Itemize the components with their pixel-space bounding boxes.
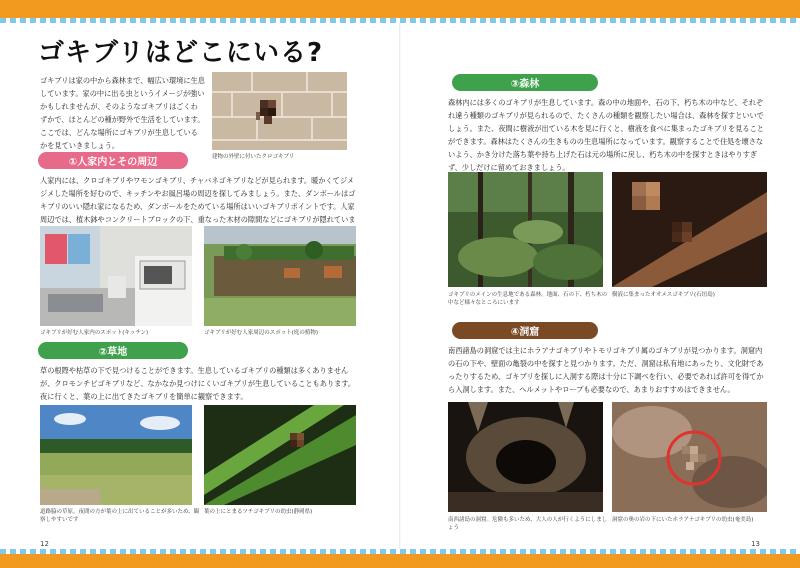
leaf-photo xyxy=(204,405,356,505)
grassland-photo-caption: 道路脇の草原。夜間の方が葉の上に出ていることが多いため、観察しやすいです xyxy=(40,509,200,523)
forest-photo-caption: ゴキブリのメインの生息地である森林。地面、石の下、朽ち木の中など様々なところにいます xyxy=(448,292,608,306)
forest-photo xyxy=(448,172,603,287)
rock-photo-caption: 洞窟の奥の岩の下にいたホラアナゴキブリの幼虫(奄美島) xyxy=(612,517,754,523)
bottom-orange-band xyxy=(0,554,800,568)
kitchen-photo-caption: ゴキブリが好む人家内のスポット(キッチン) xyxy=(40,330,149,336)
section-heading-cave: ④洞窟 xyxy=(452,322,598,339)
page-number-right: 13 xyxy=(751,540,760,548)
rock-photo xyxy=(612,402,767,512)
section-text-grassland: 草の根際や枯草の下で見つけることができます。生息しているゴキブリの種類は多くありませんが、クロモンチビゴキブリなど、なかなか見つけにくいゴキブリが生息していることもあります。夜に行くと、葉の上に出てきたゴキブリを簡単に観察できます。 xyxy=(40,366,356,401)
section-text-forest: 森林内には多くのゴキブリが生息しています。森の中の地面や、石の下、朽ち木の中など、それぞれ違う種類のゴキブリが見られるので、たくさんの種類を観察したい場合は、森林を探すといいでしょう。また、夜間に樹液が出ている木を見に行くと、樹液を食べに集まったゴキブリを見ることができます。森林はたくさんの生きものの生息場所になっています。観察することで住処を壊さないよう、かき分けた落ち葉や持ち上げた石は元の場所に戻し、朽ち木の中を探すときはやりすぎず、少しだけに留めておきましょう。 xyxy=(448,98,764,172)
section-heading-forest: ③森林 xyxy=(452,74,598,91)
wood-photo-caption: 樹液に集まったオオメスゴキブリ(石垣島) xyxy=(612,292,715,298)
top-orange-band xyxy=(0,0,800,18)
garden-photo-caption: ゴキブリが好む人家周辺のスポット(庭の植物) xyxy=(204,330,319,336)
wall-photo-caption: 建物の外壁に付いたクロゴキブリ xyxy=(212,154,295,160)
section-heading-grassland: ②草地 xyxy=(38,342,188,359)
page-gutter xyxy=(399,23,401,549)
page-title: ゴキブリはどこにいる? xyxy=(38,38,324,68)
leaf-photo-caption: 葉の上にとまるツチゴキブリの幼虫(静岡県) xyxy=(204,509,313,515)
section-text-house: 人家内には、クロゴキブリやワモンゴキブリ、チャバネゴキブリなどが見られます。暖かくてジメジメした場所を好むので、キッチンやお風呂場の周辺を探してみましょう。また、ダンボールはゴキブリのいい隠れ家になるため、ダンボールをためている場所はいいゴキブリポイントです。人家周辺では、植木鉢やコンクリートブロックの下、重なった木材の隙間などにゴキブリが隠れていま xyxy=(40,176,356,224)
kitchen-photo xyxy=(40,226,192,326)
grassland-photo xyxy=(40,405,192,505)
garden-photo xyxy=(204,226,356,326)
cave-photo xyxy=(448,402,603,512)
wood-photo xyxy=(612,172,767,287)
cave-photo-caption: 南西諸島の洞窟。危険も多いため、大人の人が行くようにしましょう xyxy=(448,517,608,531)
wall-photo xyxy=(212,72,347,150)
intro-paragraph: ゴキブリは家の中から森林まで、幅広い環境に生息しています。家の中に出る虫というイメージが強いかもしれませんが、そのようなゴキブリはごくわずかで、ほとんどの種が野外で生活をしています。ここでは、どんな場所にゴキブリが生息しているかを見ていきましょう。 xyxy=(40,76,205,150)
page-number-left: 12 xyxy=(40,540,49,548)
section-heading-house: ①人家内とその周辺 xyxy=(38,152,188,169)
section-text-cave: 南西諸島の洞窟では主にホラアナゴキブリやトモリゴキブリ属のゴキブリが見つかります。洞窟内の石の下や、壁面の亀裂の中を探すと見つかります。ただ、洞窟は私有地にあったり、文化財であったりするため、ゴキブリを探しに入洞する際は十分に下調べを行い、必要であれば許可を得てから入洞します。また、ヘルメットやロープも必要なので、あまりおすすめはできません。 xyxy=(448,346,764,394)
